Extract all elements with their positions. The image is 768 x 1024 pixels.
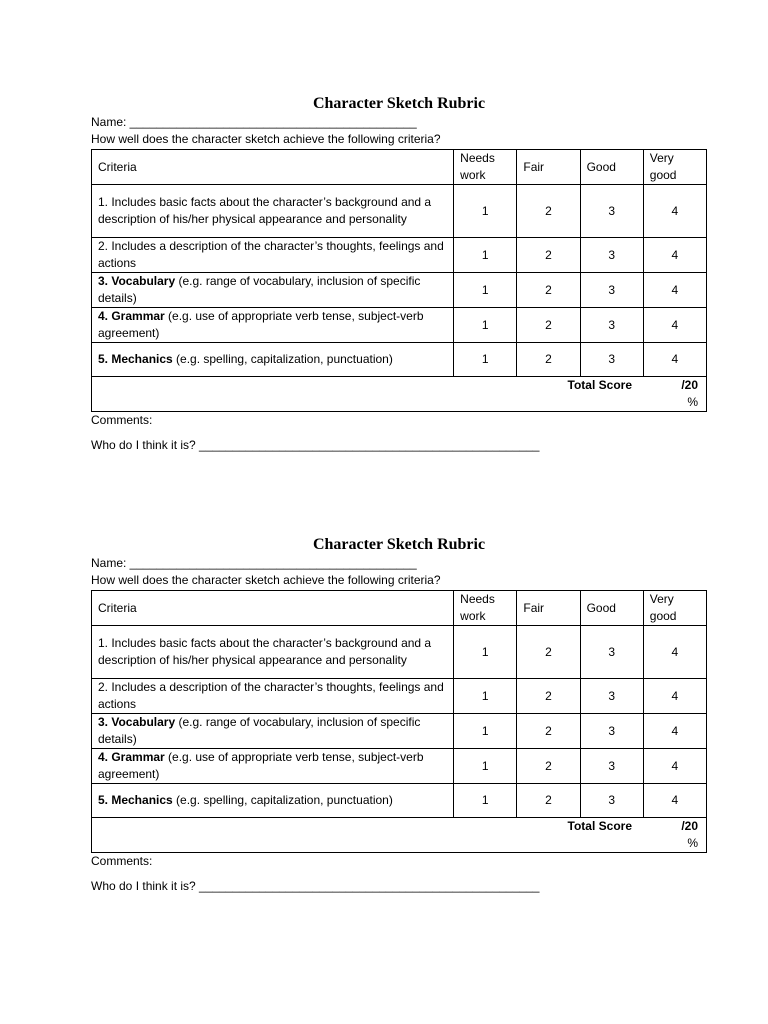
score-cell: 2: [517, 308, 580, 343]
score-cell: 3: [580, 679, 643, 714]
score-cell: 3: [580, 714, 643, 749]
table-row: [92, 714, 707, 749]
score-cell: 1: [454, 679, 517, 714]
rubric-title: Character Sketch Rubric: [312, 536, 486, 553]
criterion-cell: [92, 626, 454, 679]
score-cell: 3: [580, 626, 643, 679]
score-cell: 2: [517, 238, 580, 273]
header-fair: Fair: [517, 150, 580, 185]
table-row: [92, 308, 707, 343]
criterion-lead: 5. Mechanics: [98, 793, 173, 807]
criterion-text: 2. Includes a description of the character’s thoughts, feelings and actions: [98, 680, 444, 711]
criterion-lead: 3. Vocabulary: [98, 715, 176, 729]
criteria-question: How well does the character sketch achieve the following criteria?: [91, 573, 441, 587]
score-cell: 4: [643, 308, 706, 343]
header-needs-work: Needs work: [454, 591, 517, 626]
criterion-cell: [92, 238, 454, 273]
score-cell: 4: [643, 626, 706, 679]
total-row: [92, 377, 707, 412]
name-line: Name: ___________________________________________: [91, 115, 417, 129]
rubric-sheet-2: [91, 535, 707, 895]
score-cell: 1: [454, 238, 517, 273]
header-row: [92, 150, 707, 185]
score-cell: 4: [643, 343, 706, 377]
criterion-lead: 5. Mechanics: [98, 352, 173, 366]
score-cell: 1: [454, 273, 517, 308]
rubric-table: [91, 590, 707, 853]
score-cell: 3: [580, 185, 643, 238]
table-row: [92, 273, 707, 308]
header-criteria: Criteria: [92, 591, 454, 626]
score-cell: 2: [517, 784, 580, 818]
total-percent: %: [687, 395, 698, 409]
table-row: [92, 749, 707, 784]
score-cell: 1: [454, 343, 517, 377]
score-cell: 1: [454, 185, 517, 238]
criterion-text: (e.g. use of appropriate verb tense, subject-verb agreement): [98, 750, 424, 781]
criteria-question: How well does the character sketch achieve the following criteria?: [91, 132, 441, 146]
score-cell: 2: [517, 749, 580, 784]
total-cell: [92, 818, 707, 853]
criterion-text: (e.g. range of vocabulary, inclusion of specific details): [98, 274, 421, 305]
score-cell: 2: [517, 343, 580, 377]
criterion-cell: [92, 343, 454, 377]
criterion-cell: [92, 308, 454, 343]
header-row: [92, 591, 707, 626]
rubric-title: Character Sketch Rubric: [312, 95, 486, 112]
name-line: Name: ___________________________________________: [91, 556, 417, 570]
score-cell: 3: [580, 238, 643, 273]
who-line: Who do I think it is? ___________________________________________________: [91, 438, 540, 452]
rubric-sheet-1: [91, 94, 707, 454]
score-cell: 1: [454, 308, 517, 343]
total-score-label: Total Score: [567, 378, 632, 392]
total-row: [92, 818, 707, 853]
score-cell: 2: [517, 185, 580, 238]
criterion-cell: [92, 749, 454, 784]
criterion-cell: [92, 679, 454, 714]
score-cell: 2: [517, 626, 580, 679]
criterion-text: 2. Includes a description of the character’s thoughts, feelings and actions: [98, 239, 444, 270]
who-line: Who do I think it is? ___________________________________________________: [91, 879, 540, 893]
total-score-max: /20: [681, 819, 698, 833]
header-needs-work: Needs work: [454, 150, 517, 185]
score-cell: 1: [454, 714, 517, 749]
criterion-cell: [92, 185, 454, 238]
criterion-text: (e.g. range of vocabulary, inclusion of specific details): [98, 715, 421, 746]
header-good: Good: [580, 150, 643, 185]
score-cell: 4: [643, 784, 706, 818]
score-cell: 4: [643, 679, 706, 714]
criterion-text: (e.g. spelling, capitalization, punctuation): [172, 352, 393, 366]
criterion-lead: 4. Grammar: [98, 750, 165, 764]
criterion-cell: [92, 784, 454, 818]
table-row: [92, 185, 707, 238]
score-cell: 2: [517, 679, 580, 714]
score-cell: 2: [517, 273, 580, 308]
criterion-cell: [92, 714, 454, 749]
score-cell: 3: [580, 308, 643, 343]
header-very-good: Very good: [643, 150, 706, 185]
score-cell: 3: [580, 784, 643, 818]
header-very-good: Very good: [643, 591, 706, 626]
criterion-text: (e.g. use of appropriate verb tense, subject-verb agreement): [98, 309, 424, 340]
score-cell: 1: [454, 626, 517, 679]
score-cell: 3: [580, 749, 643, 784]
score-cell: 4: [643, 749, 706, 784]
total-cell: [92, 377, 707, 412]
criterion-lead: 4. Grammar: [98, 309, 165, 323]
criterion-text: (e.g. spelling, capitalization, punctuation): [172, 793, 393, 807]
header-criteria: Criteria: [92, 150, 454, 185]
score-cell: 4: [643, 273, 706, 308]
total-score-label: Total Score: [567, 819, 632, 833]
criterion-cell: [92, 273, 454, 308]
table-row: [92, 238, 707, 273]
criterion-text: 1. Includes basic facts about the character’s background and a description of his/her physical appearance and personality: [98, 195, 432, 226]
comments-label: Comments:: [91, 413, 153, 427]
score-cell: 4: [643, 238, 706, 273]
rubric-table: [91, 149, 707, 412]
comments-label: Comments:: [91, 854, 153, 868]
total-percent: %: [687, 836, 698, 850]
score-cell: 3: [580, 343, 643, 377]
score-cell: 1: [454, 749, 517, 784]
score-cell: 3: [580, 273, 643, 308]
table-row: [92, 626, 707, 679]
table-row: [92, 679, 707, 714]
total-score-max: /20: [681, 378, 698, 392]
score-cell: 2: [517, 714, 580, 749]
table-row: [92, 343, 707, 377]
table-row: [92, 784, 707, 818]
criterion-lead: 3. Vocabulary: [98, 274, 176, 288]
header-good: Good: [580, 591, 643, 626]
score-cell: 4: [643, 714, 706, 749]
criterion-text: 1. Includes basic facts about the character’s background and a description of his/her physical appearance and personality: [98, 636, 432, 667]
score-cell: 4: [643, 185, 706, 238]
header-fair: Fair: [517, 591, 580, 626]
score-cell: 1: [454, 784, 517, 818]
